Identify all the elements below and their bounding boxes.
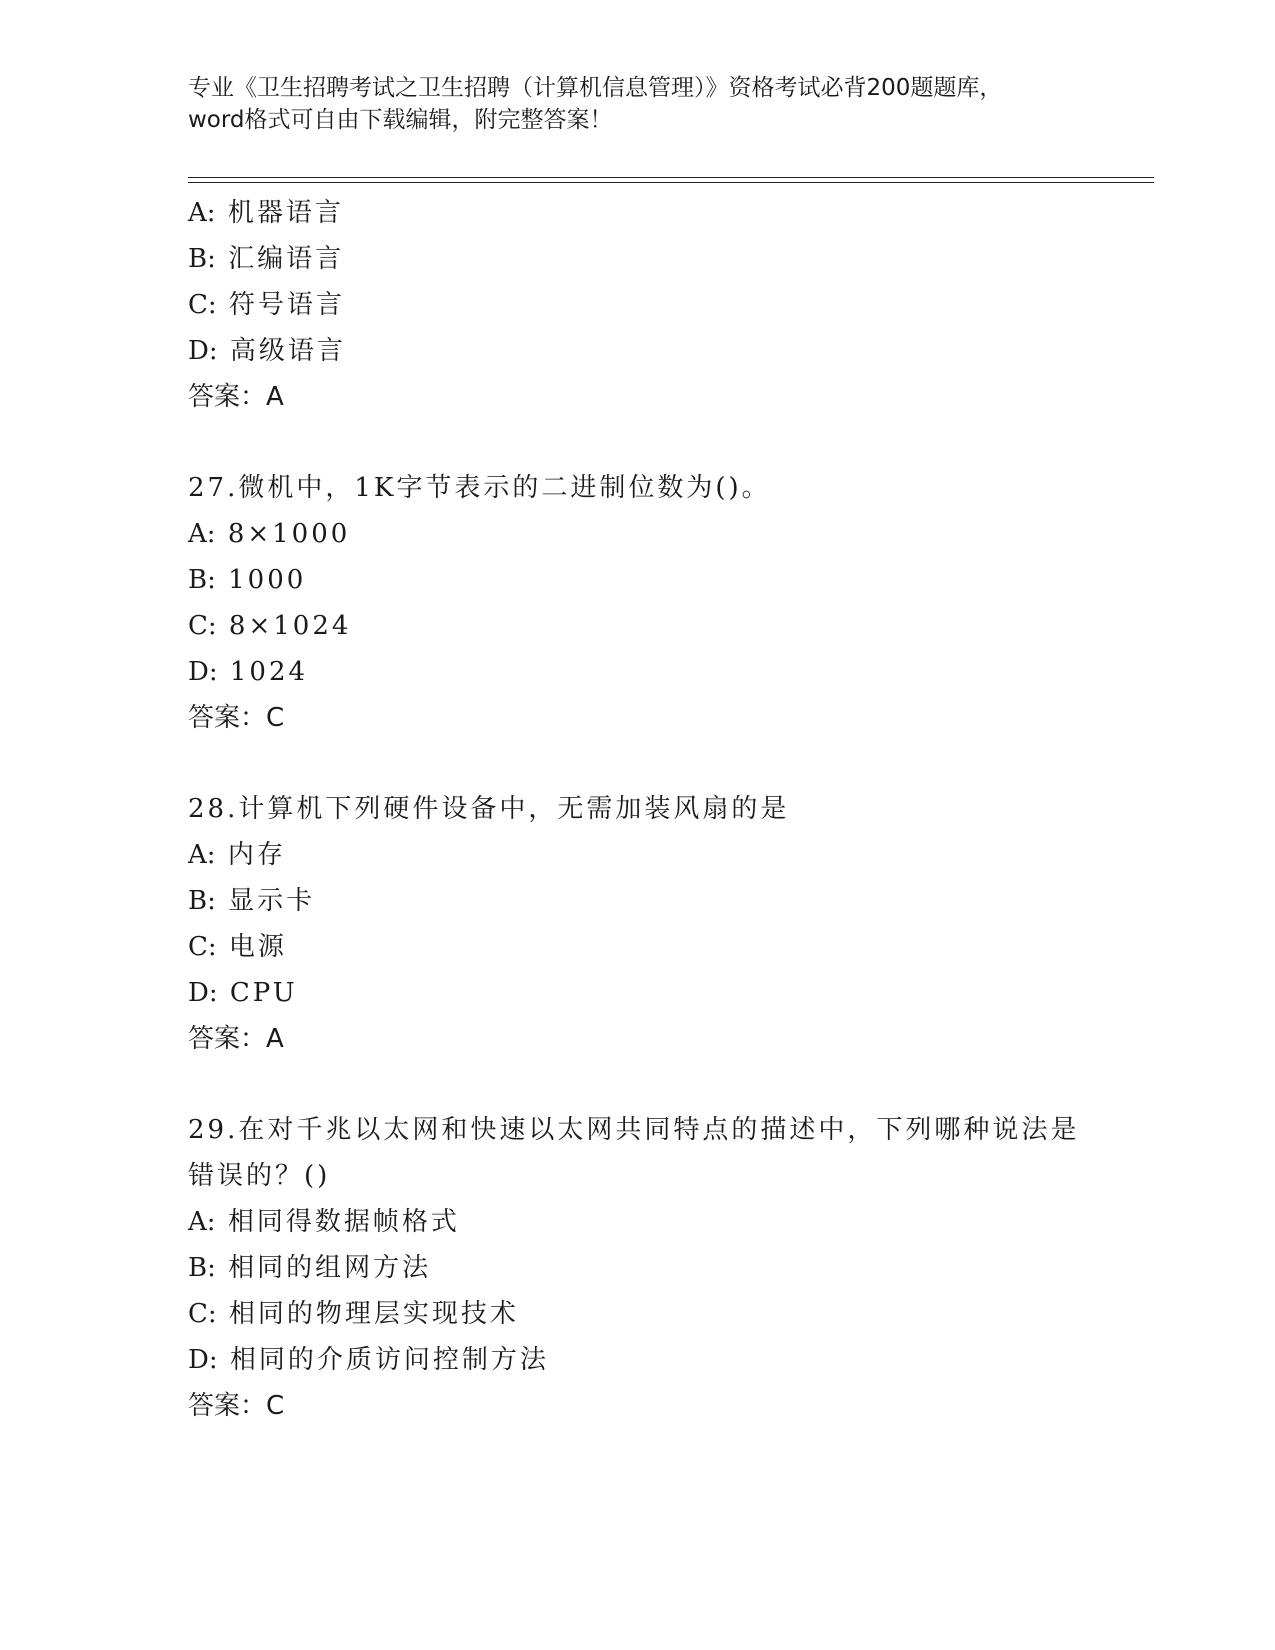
question-block-27 xyxy=(188,465,1148,741)
option-label: C: xyxy=(188,1299,217,1329)
option-text: 8×1000 xyxy=(227,519,351,549)
question-block-26 xyxy=(188,190,1148,420)
option-c xyxy=(188,603,1148,649)
option-b xyxy=(188,878,1148,924)
option-label: A: xyxy=(188,519,216,549)
option-b xyxy=(188,1245,1148,1291)
option-c xyxy=(188,924,1148,970)
answer-line: 答案：C xyxy=(188,703,285,733)
option-label: C: xyxy=(188,932,217,962)
option-label: D: xyxy=(188,657,218,687)
option-text: 相同的组网方法 xyxy=(228,1253,432,1283)
spacer xyxy=(188,1062,1148,1107)
option-label: C: xyxy=(188,290,217,320)
option-d xyxy=(188,649,1148,695)
option-text: 内存 xyxy=(227,840,286,870)
question-block-29 xyxy=(188,1107,1148,1429)
option-text: 符号语言 xyxy=(228,290,345,320)
option-label: A: xyxy=(188,198,216,228)
answer-line: 答案：C xyxy=(188,1391,285,1421)
question-text: 27.微机中，1K字节表示的二进制位数为()。 xyxy=(188,473,771,503)
option-a xyxy=(188,832,1148,878)
option-text: 相同的介质访问控制方法 xyxy=(229,1345,549,1375)
question-text: 28.计算机下列硬件设备中，无需加装风扇的是 xyxy=(188,794,790,824)
option-c xyxy=(188,1291,1148,1337)
option-text: 显示卡 xyxy=(228,886,316,916)
option-label: B: xyxy=(188,244,216,274)
option-text: 电源 xyxy=(228,932,287,962)
header-line-1: 专业《卫生招聘考试之卫生招聘（计算机信息管理）》资格考试必背200题题库， xyxy=(188,75,1003,101)
option-label: B: xyxy=(188,886,216,916)
option-text: 相同得数据帧格式 xyxy=(227,1207,460,1237)
option-a xyxy=(188,190,1148,236)
option-text: 1000 xyxy=(228,565,307,595)
question-block-28 xyxy=(188,786,1148,1062)
option-text: CPU xyxy=(229,978,298,1008)
header-line-2: word格式可自由下载编辑，附完整答案！ xyxy=(188,107,613,133)
question-list xyxy=(188,190,1148,1429)
option-label: D: xyxy=(188,1345,218,1375)
option-label: C: xyxy=(188,611,217,641)
question-text-line-2: 错误的？() xyxy=(188,1161,331,1191)
option-label: B: xyxy=(188,565,216,595)
option-label: D: xyxy=(188,336,218,366)
option-c xyxy=(188,282,1148,328)
option-label: A: xyxy=(188,840,216,870)
spacer xyxy=(188,741,1148,786)
answer-line: 答案：A xyxy=(188,1024,284,1054)
option-b xyxy=(188,557,1148,603)
option-text: 汇编语言 xyxy=(228,244,345,274)
option-label: A: xyxy=(188,1207,216,1237)
spacer xyxy=(188,420,1148,465)
option-text: 高级语言 xyxy=(229,336,346,366)
option-text: 1024 xyxy=(229,657,309,687)
option-label: B: xyxy=(188,1253,216,1283)
option-a xyxy=(188,511,1148,557)
option-text: 相同的物理层实现技术 xyxy=(228,1299,519,1329)
option-label: D: xyxy=(188,978,218,1008)
option-d xyxy=(188,970,1148,1016)
header-divider-bottom xyxy=(188,182,1154,183)
option-b xyxy=(188,236,1148,282)
option-d xyxy=(188,1337,1148,1383)
option-text: 机器语言 xyxy=(227,198,344,228)
document-header xyxy=(188,72,1088,136)
header-divider-top xyxy=(188,177,1154,178)
option-text: 8×1024 xyxy=(228,611,352,641)
option-d xyxy=(188,328,1148,374)
question-text-line-1: 29.在对千兆以太网和快速以太网共同特点的描述中，下列哪种说法是 xyxy=(188,1115,1080,1145)
option-a xyxy=(188,1199,1148,1245)
answer-line: 答案：A xyxy=(188,382,284,412)
